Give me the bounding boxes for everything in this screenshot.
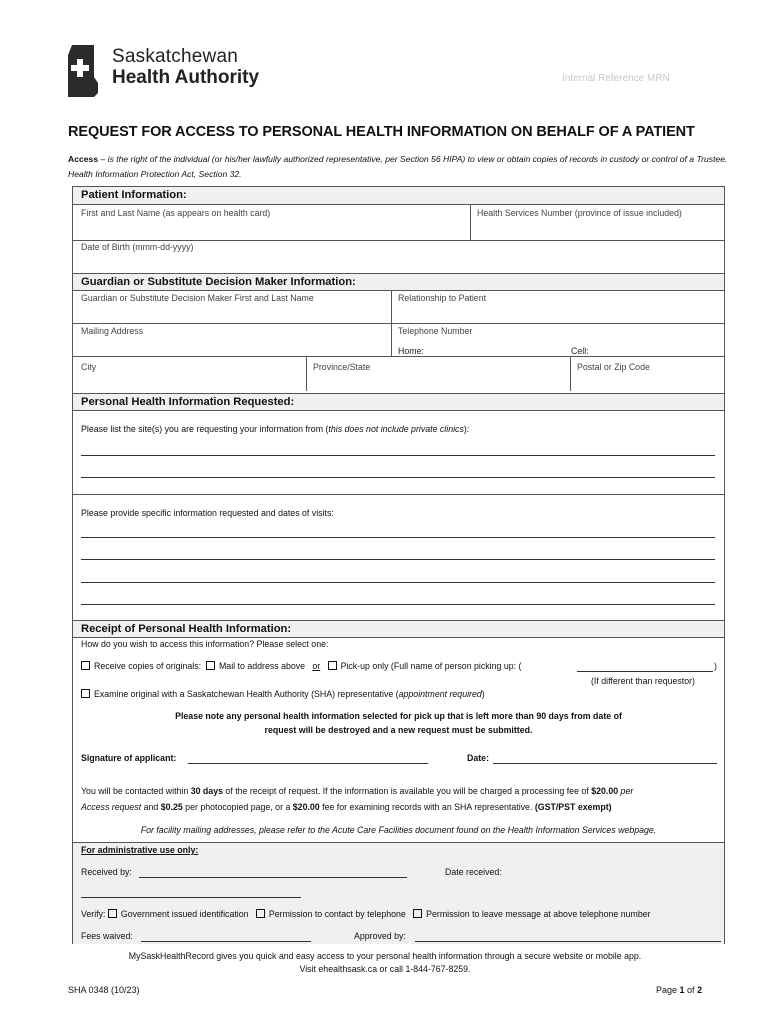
access-method-question: How do you wish to access this information? Please select one: [81, 639, 329, 649]
telephone-number-label: Telephone Number [398, 326, 473, 336]
pickup-close: ) [714, 661, 717, 671]
admin-section [73, 842, 724, 944]
footer-note [60, 950, 710, 976]
page-current: 1 [679, 985, 685, 995]
sites-line-1[interactable] [81, 455, 715, 456]
intro-text: – is the right of the individual (or his/her lawfully authorized representative, per Section 56 HIPA) to view or obtain copies of records in custody or control of a Trustee. Health Information Protection Act, Section 32. [68, 154, 728, 179]
verify-gov-checkbox[interactable] [108, 909, 117, 918]
patient-name-label: First and Last Name (as appears on health card) [81, 208, 271, 218]
date-of-birth-label: Date of Birth (mmm-dd-yyyy) [81, 242, 194, 252]
verify-gov-label: Government issued identification [120, 909, 249, 919]
city-label: City [81, 362, 97, 372]
mail-checkbox[interactable] [206, 661, 215, 670]
intro-paragraph [68, 152, 728, 182]
fee-text-4: Access request [81, 802, 142, 812]
if-different-note: (If different than requestor) [591, 676, 695, 686]
fee-amount-1: $20.00 [591, 786, 619, 796]
fee-days: 30 days [190, 786, 223, 796]
cell-phone-label: Cell: [571, 346, 589, 356]
examine-row [81, 689, 485, 699]
date-field[interactable] [493, 763, 717, 764]
patient-section-heading: Patient Information: [73, 187, 724, 204]
fee-text-5: and [141, 802, 161, 812]
pickup-notice-line1: Please note any personal health information selected for pick up that is left more than 90 days from date of [175, 711, 622, 721]
form-code: SHA 0348 (10/23) [68, 985, 140, 995]
verify-phone-checkbox[interactable] [256, 909, 265, 918]
received-by-field[interactable] [139, 877, 407, 878]
page-total: 2 [697, 985, 703, 995]
signature-label: Signature of applicant: [81, 753, 177, 763]
or-label: or [312, 661, 321, 671]
verify-message-checkbox[interactable] [413, 909, 422, 918]
footer-line2: Visit ehealthsask.ca or call 1-844-767-8259. [299, 964, 471, 974]
internal-reference-label: Internal Reference MRN [562, 73, 670, 84]
page-prefix: Page [656, 985, 680, 995]
page-of: of [684, 985, 698, 995]
fee-text-2: of the receipt of request. If the information is available you will be charged a processing fee of [222, 786, 592, 796]
fee-amount-2: $0.25 [160, 802, 183, 812]
fee-text-3: per [618, 786, 634, 796]
sha-cross-logo-icon [68, 43, 98, 97]
approved-by-field[interactable] [415, 941, 721, 942]
sites-prompt [81, 424, 469, 434]
specific-line-2[interactable] [81, 559, 715, 560]
sites-prompt-text: Please list the site(s) you are requesting your information from ( [81, 424, 329, 434]
date-received-label: Date received: [445, 867, 502, 877]
page-title: REQUEST FOR ACCESS TO PERSONAL HEALTH INFORMATION ON BEHALF OF A PATIENT [68, 124, 695, 140]
pickup-name-line[interactable] [577, 671, 713, 672]
logo-text-line1: Saskatchewan [112, 46, 238, 67]
specific-info-prompt: Please provide specific information requested and dates of visits: [81, 508, 334, 518]
specific-line-1[interactable] [81, 537, 715, 538]
guardian-section-heading: Guardian or Substitute Decision Maker Information: [73, 273, 724, 290]
receipt-section-heading: Receipt of Personal Health Information: [73, 620, 724, 637]
approved-by-label: Approved by: [354, 931, 406, 941]
logo-text-line2: Health Authority [112, 67, 260, 88]
verify-row [81, 909, 651, 919]
admin-heading: For administrative use only: [81, 845, 199, 855]
facility-note: For facility mailing addresses, please refer to the Acute Care Facilities document found on the Health Information Services webpage. [140, 825, 657, 835]
relationship-label: Relationship to Patient [398, 293, 487, 303]
guardian-name-label: Guardian or Substitute Decision Maker First and Last Name [81, 293, 314, 303]
sites-prompt-end: ): [463, 424, 470, 434]
postal-code-label: Postal or Zip Code [577, 362, 650, 372]
receive-copies-row [81, 661, 521, 671]
mailing-address-label: Mailing Address [81, 326, 144, 336]
fee-text-7: fee for examining records with an SHA representative. [319, 802, 535, 812]
fees-waived-field[interactable] [141, 941, 311, 942]
gst-exempt: (GST/PST exempt) [534, 802, 612, 812]
pickup-checkbox[interactable] [328, 661, 337, 670]
verify-phone-label: Permission to contact by telephone [268, 909, 406, 919]
fee-text-1: You will be contacted within [81, 786, 191, 796]
mail-label: Mail to address above [218, 661, 306, 671]
specific-line-3[interactable] [81, 582, 715, 583]
examine-end: ) [481, 689, 485, 699]
date-label: Date: [467, 753, 489, 763]
received-by-line-2[interactable] [81, 897, 301, 898]
pickup-notice-line2: request will be destroyed and a new request must be submitted. [264, 725, 533, 735]
fee-paragraph [81, 783, 721, 815]
sites-line-2[interactable] [81, 477, 715, 478]
sites-prompt-italic: this does not include private clinics [328, 424, 464, 434]
verify-label: Verify: [81, 909, 106, 919]
home-phone-label: Home: [398, 346, 424, 356]
province-label: Province/State [313, 362, 371, 372]
fee-text-6: per photocopied page, or a [182, 802, 293, 812]
examine-italic: appointment required [398, 689, 482, 699]
examine-label: Examine original with a Saskatchewan Health Authority (SHA) representative ( [94, 689, 399, 699]
requested-section-heading: Personal Health Information Requested: [73, 393, 724, 410]
examine-checkbox[interactable] [81, 689, 90, 698]
page-number [656, 985, 702, 995]
intro-term: Access [68, 154, 99, 164]
request-form [72, 186, 725, 944]
footer-line1: MySaskHealthRecord gives you quick and easy access to your personal health information through a secure website or mobile app. [128, 951, 642, 961]
received-by-label: Received by: [81, 867, 132, 877]
fee-amount-3: $20.00 [292, 802, 320, 812]
specific-line-4[interactable] [81, 604, 715, 605]
health-services-number-label: Health Services Number (province of issue included) [477, 208, 682, 218]
signature-field[interactable] [188, 763, 428, 764]
receive-copies-label: Receive copies of originals: [94, 661, 202, 671]
pickup-label: Pick-up only (Full name of person picking up: ( [340, 661, 522, 671]
verify-message-label: Permission to leave message at above telephone number [426, 909, 651, 919]
receive-copies-checkbox[interactable] [81, 661, 90, 670]
fees-waived-label: Fees waived: [81, 931, 133, 941]
